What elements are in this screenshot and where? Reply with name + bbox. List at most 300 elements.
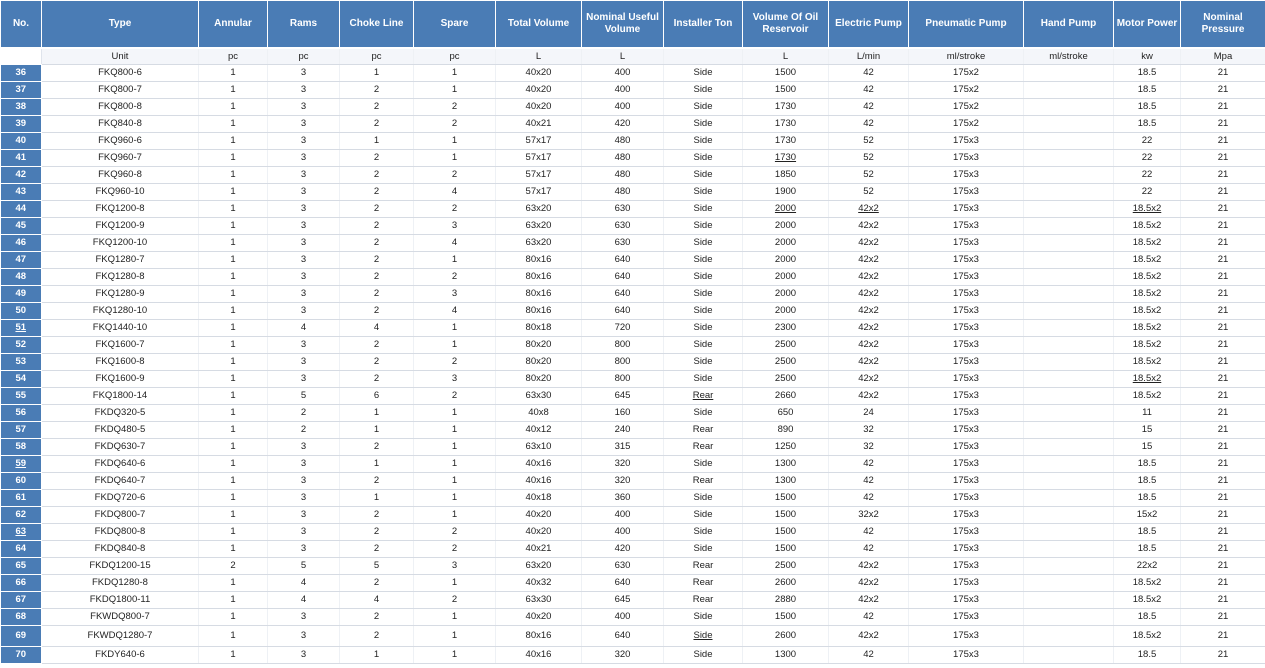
cell-oil-reservoir [743,150,829,167]
cell-electric-pump: 32 [829,422,909,439]
cell-spare: 3 [414,371,496,388]
table-row [1,592,1265,609]
cell-annular: 1 [199,354,268,371]
cell-nominal-pressure: 21 [1181,524,1265,541]
cell-installer-ton: Side [664,337,743,354]
cell-electric-pump: 42 [829,524,909,541]
cell-rams: 3 [268,371,340,388]
cell-pneumatic-pump: 175x3 [909,269,1024,286]
unit-cell: pc [268,48,340,65]
cell-hand-pump [1024,354,1114,371]
cell-spare: 3 [414,286,496,303]
cell-annular: 1 [199,269,268,286]
cell-total-volume: 80x20 [496,354,582,371]
cell-useful-volume: 640 [582,269,664,286]
cell-type: FKQ800-7 [42,82,199,99]
table-row [1,371,1265,388]
cell-installer-ton: Rear [664,558,743,575]
cell-motor-power: 15 [1114,439,1181,456]
table-row [1,575,1265,592]
cell-no: 70 [1,647,42,664]
cell-spare: 3 [414,218,496,235]
cell-annular: 1 [199,201,268,218]
cell-rams: 3 [268,337,340,354]
underlined-value: 59 [15,458,27,469]
cell-nominal-pressure: 21 [1181,337,1265,354]
cell-rams: 3 [268,167,340,184]
cell-rams: 3 [268,184,340,201]
cell-total-volume: 80x16 [496,286,582,303]
cell-useful-volume: 420 [582,116,664,133]
cell-annular: 1 [199,286,268,303]
cell-no: 53 [1,354,42,371]
underlined-value: 18.5x2 [1132,203,1162,214]
unit-cell: pc [199,48,268,65]
table-body [1,48,1265,664]
cell-electric-pump: 42x2 [829,303,909,320]
cell-annular: 1 [199,167,268,184]
cell-annular: 1 [199,541,268,558]
cell-total-volume: 80x16 [496,252,582,269]
cell-nominal-pressure: 21 [1181,99,1265,116]
header-hand-pump: Hand Pump [1024,1,1114,49]
cell-choke-line: 2 [340,218,414,235]
cell-pneumatic-pump: 175x3 [909,320,1024,337]
cell-no: 64 [1,541,42,558]
cell-rams: 3 [268,541,340,558]
cell-rams: 3 [268,116,340,133]
cell-nominal-pressure: 21 [1181,592,1265,609]
cell-rams: 3 [268,490,340,507]
cell-total-volume: 57x17 [496,167,582,184]
cell-electric-pump: 42x2 [829,337,909,354]
cell-type: FKQ800-6 [42,65,199,82]
cell-pneumatic-pump: 175x3 [909,133,1024,150]
cell-choke-line: 2 [340,269,414,286]
cell-pneumatic-pump: 175x3 [909,490,1024,507]
cell-useful-volume: 640 [582,286,664,303]
cell-annular: 1 [199,235,268,252]
cell-no: 38 [1,99,42,116]
cell-oil-reservoir: 1730 [743,133,829,150]
cell-useful-volume: 640 [582,626,664,647]
cell-type: FKQ960-10 [42,184,199,201]
cell-hand-pump [1024,82,1114,99]
cell-type: FKQ1200-10 [42,235,199,252]
cell-nominal-pressure: 21 [1181,269,1265,286]
cell-hand-pump [1024,116,1114,133]
cell-oil-reservoir: 1300 [743,456,829,473]
cell-pneumatic-pump: 175x3 [909,405,1024,422]
cell-electric-pump: 42x2 [829,575,909,592]
table-row [1,609,1265,626]
cell-pneumatic-pump: 175x3 [909,337,1024,354]
cell-oil-reservoir: 1500 [743,507,829,524]
cell-choke-line: 2 [340,354,414,371]
cell-electric-pump: 42 [829,647,909,664]
cell-motor-power: 22 [1114,184,1181,201]
cell-motor-power: 18.5x2 [1114,320,1181,337]
cell-pneumatic-pump: 175x3 [909,647,1024,664]
underlined-value: Rear [692,390,714,401]
underlined-value: 1730 [774,152,797,163]
cell-nominal-pressure: 21 [1181,541,1265,558]
cell-spare: 1 [414,439,496,456]
table-row [1,388,1265,405]
cell-pneumatic-pump: 175x3 [909,167,1024,184]
cell-rams: 3 [268,133,340,150]
cell-spare: 1 [414,150,496,167]
cell-spare: 4 [414,235,496,252]
cell-no: 45 [1,218,42,235]
cell-pneumatic-pump: 175x3 [909,354,1024,371]
cell-spare: 1 [414,133,496,150]
cell-hand-pump [1024,524,1114,541]
cell-hand-pump [1024,184,1114,201]
cell-motor-power: 18.5x2 [1114,592,1181,609]
cell-rams: 3 [268,456,340,473]
table-row [1,218,1265,235]
underlined-value: 18.5x2 [1132,373,1162,384]
cell-nominal-pressure: 21 [1181,507,1265,524]
cell-hand-pump [1024,507,1114,524]
header-type: Type [42,1,199,49]
cell-no: 41 [1,150,42,167]
cell-installer-ton: Rear [664,473,743,490]
header-no: No. [1,1,42,49]
cell-spare: 1 [414,82,496,99]
cell-annular: 1 [199,82,268,99]
unit-cell: L/min [829,48,909,65]
cell-installer-ton: Side [664,320,743,337]
cell-oil-reservoir: 650 [743,405,829,422]
cell-motor-power [1114,371,1181,388]
cell-annular: 1 [199,116,268,133]
cell-pneumatic-pump: 175x3 [909,558,1024,575]
cell-spare: 2 [414,201,496,218]
cell-nominal-pressure: 21 [1181,235,1265,252]
cell-rams: 5 [268,558,340,575]
cell-total-volume: 63x20 [496,201,582,218]
cell-total-volume: 80x16 [496,269,582,286]
cell-nominal-pressure: 21 [1181,286,1265,303]
cell-useful-volume: 640 [582,252,664,269]
cell-installer-ton: Side [664,99,743,116]
cell-oil-reservoir: 2600 [743,575,829,592]
cell-type: FKQ1800-14 [42,388,199,405]
cell-oil-reservoir: 2500 [743,371,829,388]
cell-hand-pump [1024,388,1114,405]
cell-electric-pump: 42x2 [829,235,909,252]
cell-total-volume: 40x21 [496,541,582,558]
cell-choke-line: 2 [340,626,414,647]
unit-cell: pc [414,48,496,65]
cell-spare: 1 [414,647,496,664]
cell-spare: 1 [414,456,496,473]
cell-installer-ton: Side [664,541,743,558]
cell-motor-power: 18.5 [1114,456,1181,473]
cell-electric-pump: 42x2 [829,286,909,303]
cell-motor-power: 18.5 [1114,116,1181,133]
header-electric-pump: Electric Pump [829,1,909,49]
cell-installer-ton: Side [664,269,743,286]
cell-oil-reservoir: 2000 [743,269,829,286]
cell-total-volume: 40x16 [496,456,582,473]
cell-oil-reservoir [743,201,829,218]
table-row [1,235,1265,252]
cell-choke-line: 1 [340,456,414,473]
cell-oil-reservoir: 1300 [743,473,829,490]
table-row [1,82,1265,99]
cell-rams: 4 [268,320,340,337]
cell-oil-reservoir: 2000 [743,286,829,303]
cell-type: FKDQ800-8 [42,524,199,541]
cell-annular: 1 [199,218,268,235]
cell-total-volume: 63x30 [496,388,582,405]
cell-motor-power: 18.5 [1114,490,1181,507]
cell-hand-pump [1024,133,1114,150]
cell-choke-line: 2 [340,167,414,184]
cell-nominal-pressure: 21 [1181,422,1265,439]
cell-oil-reservoir: 2500 [743,337,829,354]
cell-motor-power: 18.5x2 [1114,252,1181,269]
cell-pneumatic-pump: 175x3 [909,507,1024,524]
cell-useful-volume: 400 [582,507,664,524]
cell-installer-ton: Side [664,167,743,184]
cell-total-volume: 40x20 [496,524,582,541]
cell-useful-volume: 400 [582,82,664,99]
cell-oil-reservoir: 1900 [743,184,829,201]
cell-spare: 1 [414,405,496,422]
cell-pneumatic-pump: 175x3 [909,150,1024,167]
table-row [1,252,1265,269]
cell-electric-pump: 42x2 [829,269,909,286]
cell-choke-line: 2 [340,541,414,558]
cell-oil-reservoir: 1500 [743,65,829,82]
cell-installer-ton: Side [664,286,743,303]
cell-installer-ton: Side [664,184,743,201]
cell-choke-line: 2 [340,439,414,456]
cell-type: FKQ1280-9 [42,286,199,303]
cell-no: 46 [1,235,42,252]
cell-choke-line: 2 [340,609,414,626]
cell-choke-line: 2 [340,303,414,320]
cell-motor-power: 15x2 [1114,507,1181,524]
header-spare: Spare [414,1,496,49]
cell-oil-reservoir: 2000 [743,218,829,235]
cell-hand-pump [1024,422,1114,439]
cell-installer-ton: Rear [664,439,743,456]
cell-no [1,524,42,541]
cell-choke-line: 2 [340,371,414,388]
cell-nominal-pressure: 21 [1181,303,1265,320]
unit-cell: ml/stroke [909,48,1024,65]
cell-annular: 1 [199,456,268,473]
table-row [1,116,1265,133]
cell-nominal-pressure: 21 [1181,201,1265,218]
cell-type: FKDQ320-5 [42,405,199,422]
cell-annular: 1 [199,303,268,320]
cell-total-volume: 63x20 [496,558,582,575]
cell-installer-ton: Side [664,456,743,473]
cell-spare: 1 [414,337,496,354]
cell-electric-pump: 42x2 [829,252,909,269]
cell-total-volume: 63x30 [496,592,582,609]
cell-total-volume: 57x17 [496,133,582,150]
cell-oil-reservoir: 1250 [743,439,829,456]
cell-electric-pump: 52 [829,133,909,150]
cell-choke-line: 2 [340,235,414,252]
cell-oil-reservoir: 1500 [743,524,829,541]
cell-rams: 3 [268,99,340,116]
header-nominal-pressure: Nominal Pressure [1181,1,1265,49]
cell-useful-volume: 800 [582,337,664,354]
cell-installer-ton: Side [664,490,743,507]
table-row [1,184,1265,201]
cell-useful-volume: 630 [582,218,664,235]
cell-rams: 3 [268,82,340,99]
cell-useful-volume: 480 [582,184,664,201]
cell-type: FKDQ640-7 [42,473,199,490]
table-row [1,405,1265,422]
header-nominal-useful-volume: Nominal Useful Volume [582,1,664,49]
cell-motor-power: 18.5 [1114,541,1181,558]
cell-motor-power: 11 [1114,405,1181,422]
cell-no: 68 [1,609,42,626]
cell-annular: 2 [199,558,268,575]
cell-type: FKQ1280-7 [42,252,199,269]
cell-spare: 2 [414,388,496,405]
cell-useful-volume: 400 [582,609,664,626]
cell-useful-volume: 640 [582,303,664,320]
cell-spare: 1 [414,320,496,337]
cell-pneumatic-pump: 175x3 [909,626,1024,647]
underlined-value: 42x2 [858,203,879,214]
cell-type: FKQ840-8 [42,116,199,133]
cell-total-volume: 63x20 [496,218,582,235]
cell-annular: 1 [199,65,268,82]
cell-installer-ton: Side [664,252,743,269]
table-row [1,337,1265,354]
cell-hand-pump [1024,99,1114,116]
cell-pneumatic-pump: 175x2 [909,116,1024,133]
cell-pneumatic-pump: 175x3 [909,609,1024,626]
cell-annular: 1 [199,439,268,456]
cell-no: 50 [1,303,42,320]
cell-total-volume: 80x20 [496,371,582,388]
cell-hand-pump [1024,286,1114,303]
cell-nominal-pressure: 21 [1181,626,1265,647]
cell-spare: 1 [414,422,496,439]
cell-total-volume: 40x32 [496,575,582,592]
cell-annular: 1 [199,388,268,405]
cell-total-volume: 80x16 [496,626,582,647]
cell-electric-pump: 42x2 [829,558,909,575]
cell-nominal-pressure: 21 [1181,405,1265,422]
cell-installer-ton: Rear [664,422,743,439]
cell-oil-reservoir: 2600 [743,626,829,647]
cell-electric-pump: 52 [829,150,909,167]
cell-no: 54 [1,371,42,388]
cell-no: 61 [1,490,42,507]
cell-nominal-pressure: 21 [1181,575,1265,592]
cell-total-volume: 40x21 [496,116,582,133]
cell-no: 56 [1,405,42,422]
cell-total-volume: 80x18 [496,320,582,337]
cell-no: 67 [1,592,42,609]
cell-nominal-pressure: 21 [1181,150,1265,167]
cell-pneumatic-pump: 175x3 [909,286,1024,303]
cell-useful-volume: 630 [582,558,664,575]
cell-no: 44 [1,201,42,218]
cell-type: FKQ960-7 [42,150,199,167]
cell-rams: 3 [268,65,340,82]
cell-nominal-pressure: 21 [1181,609,1265,626]
cell-hand-pump [1024,575,1114,592]
cell-installer-ton [664,388,743,405]
cell-oil-reservoir: 2000 [743,303,829,320]
table-row [1,65,1265,82]
cell-spare: 2 [414,167,496,184]
cell-hand-pump [1024,626,1114,647]
cell-no: 57 [1,422,42,439]
header-installer-ton: Installer Ton [664,1,743,49]
cell-pneumatic-pump: 175x3 [909,218,1024,235]
cell-choke-line: 2 [340,507,414,524]
cell-spare: 2 [414,524,496,541]
cell-nominal-pressure: 21 [1181,456,1265,473]
cell-electric-pump: 42 [829,609,909,626]
cell-electric-pump: 42 [829,82,909,99]
cell-annular: 1 [199,524,268,541]
cell-oil-reservoir: 1500 [743,609,829,626]
cell-useful-volume: 400 [582,524,664,541]
cell-oil-reservoir: 1500 [743,82,829,99]
underlined-value: Side [693,630,713,641]
unit-cell: L [582,48,664,65]
cell-total-volume: 40x18 [496,490,582,507]
cell-hand-pump [1024,439,1114,456]
underlined-value: 51 [15,322,27,333]
cell-nominal-pressure: 21 [1181,490,1265,507]
cell-type: FKQ1440-10 [42,320,199,337]
table-row [1,541,1265,558]
header-rams: Rams [268,1,340,49]
cell-oil-reservoir: 1730 [743,116,829,133]
header-row [1,1,1265,49]
cell-total-volume: 57x17 [496,184,582,201]
cell-motor-power: 18.5x2 [1114,354,1181,371]
cell-useful-volume: 645 [582,592,664,609]
cell-choke-line: 5 [340,558,414,575]
cell-spare: 2 [414,592,496,609]
table-row [1,507,1265,524]
table-row [1,201,1265,218]
cell-useful-volume: 480 [582,133,664,150]
cell-hand-pump [1024,456,1114,473]
cell-oil-reservoir: 2000 [743,252,829,269]
cell-electric-pump [829,201,909,218]
cell-hand-pump [1024,303,1114,320]
cell-electric-pump: 42x2 [829,371,909,388]
cell-electric-pump: 42 [829,490,909,507]
cell-choke-line: 1 [340,422,414,439]
cell-type: FKQ1600-7 [42,337,199,354]
cell-installer-ton [664,626,743,647]
cell-useful-volume: 480 [582,150,664,167]
unit-cell [664,48,743,65]
cell-motor-power: 18.5x2 [1114,388,1181,405]
